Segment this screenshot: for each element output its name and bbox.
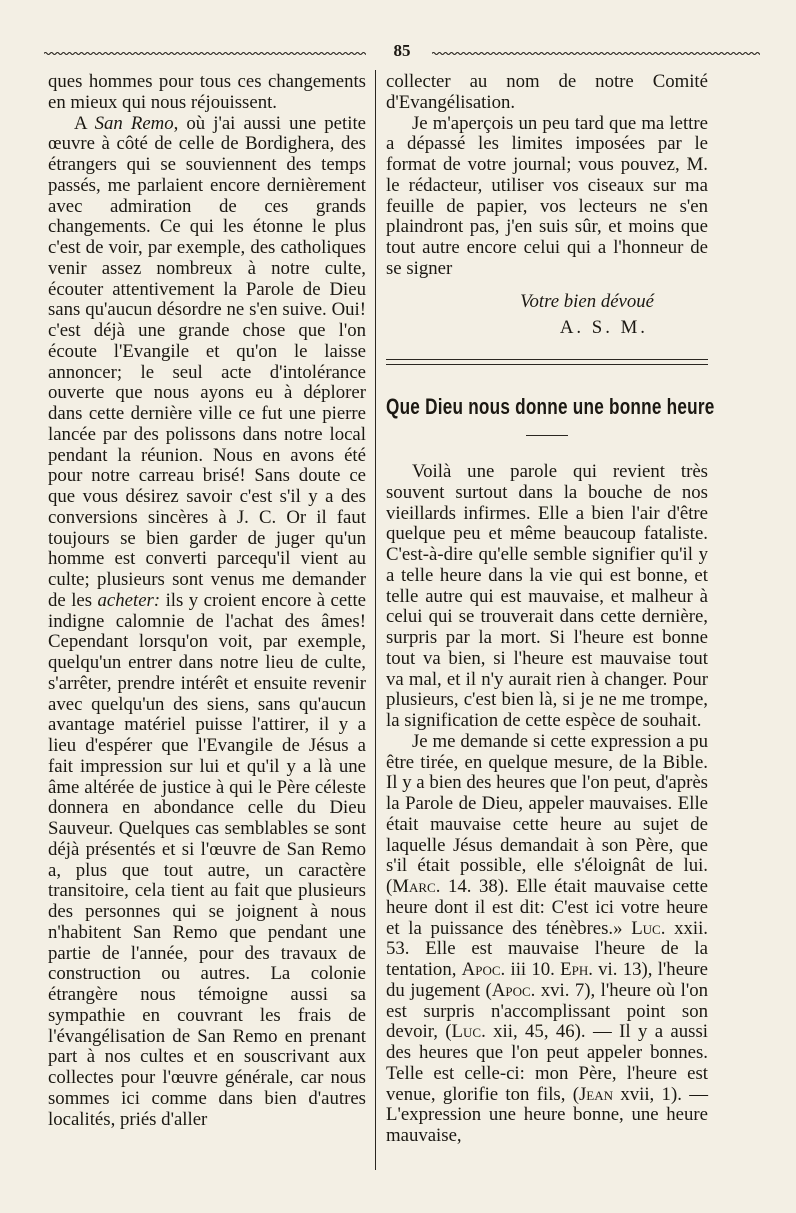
paragraph: Voilà une parole qui revient très souvent surtout dans la bouche de nos vieillards infirmes. Elle a bien l'air d'être quelque peu et même beaucoup fataliste. C'est-à-dire qu'elle semble signifier qu'il y a telle heure dans la vie qui est bonne, et telle autre qui est mauvaise, et malheur à celui qui se trouverait dans cette dernière, surpris par la mort. Si l'heure est bonne tout va bien, si l'heure est mauvaise tout va mal, et il n'y aurait rien à changer. Pour plusieurs, c'est bien là, si je ne me trompe, la signification de cette espèce de souhait. (386, 461, 708, 731)
paragraph: ques hommes pour tous ces changements en mieux qui nous réjouissent. (48, 71, 366, 113)
title-dash (526, 435, 568, 436)
page-number: 85 (393, 41, 411, 60)
letter-closing: Votre bien dévoué (520, 290, 654, 312)
paragraph: Je m'aperçois un peu tard que ma lettre a dépassé les limites imposées par le format de votre journal; vous pouvez, M. le rédacteur, utiliser vos ciseaux sur ma feuille de papier, vos lecteurs ne s'en plaindront pas, j'en suis sûr, et moins que tout autre encore celui qui a l'honneur de se signer (386, 112, 708, 279)
wavy-rule-right (432, 51, 760, 56)
paragraph: collecter au nom de notre Comité d'Evangélisation. (386, 71, 708, 113)
letter-signature: A. S. M. (559, 317, 648, 339)
section-divider (386, 359, 708, 365)
column-divider (375, 70, 376, 1170)
paragraph: Je me demande si cette expression a pu être tirée, en quelque mesure, de la Bible. Il y a bien des heures que l'on peut, d'après la Parole de Dieu, appeler mauvaises. Elle était mauvaise cette heure au sujet de laquelle Jésus demandait à son Père, que s'il était possible, elle s'éloignât de lui. (Marc. 14. 38). Elle était mauvaise cette heure dont il est dit: C'est ici votre heure et la puissance des ténèbres.» Luc. xxii. 53. Elle est mauvaise l'heure de la tentation, Apoc. iii 10. Eph. vi. 13), l'heure du jugement (Apoc. xvi. 7), l'heure où l'on est surpris n'accomplissant point son devoir, (Luc. xii, 45, 46). — Il y a aussi des heures que l'on peut appeler bonnes. Telle est celle-ci: mon Père, l'heure est venue, glorifie ton fils, (Jean xvii, 1). — L'expression une heure bonne, une heure mauvaise, (386, 730, 709, 1146)
page-header (44, 40, 760, 66)
right-column (386, 71, 715, 1147)
paragraph: A San Remo, où j'ai aussi une petite œuvre à côté de celle de Bordighera, des étrangers qui se souviennent des temps passés, me parlaient encore dernièrement avec admiration de ces grands changements. Ce qui les étonne le plus c'est de voir, par exemple, des catholiques venir assez nombreux à notre culte, écouter attentivement la Parole de Dieu sans qu'aucun désordre ne s'en suive. Oui! c'est déjà une grande chose que l'on écoute l'Evangile et qu'on le laisse annoncer; le seul acte d'intolérance ouverte que nous ayons eu à déplorer dans cette dernière ville ce fut une pierre lancée par des polissons dans notre local pendant la réunion. Nous en avons été pour notre carreau brisé! Sans doute ce que vous désirez savoir c'est s'il y a des conversions sincères à J. C. Or il faut toujours se bien garder de juger qu'un homme est converti parcequ'il vient au culte; plusieurs sont venus me demander de les acheter: ils y croient encore à cette indigne calomnie de l'achat des âmes! Cependant lorsqu'on voit, par exemple, quelqu'un entrer dans notre lieu de culte, s'arrêter, prendre intérêt et ensuite revenir avec quelqu'un des siens, sans qu'aucun avantage matériel puisse l'attirer, il y a lieu d'espérer que l'Evangile de Jésus a fait impression sur lui et qu'il y a là une âme altérée de justice à qui le Père céleste donnera en abondance celle du Dieu Sauveur. Quelques cas semblables se sont déjà présentés et si l'œuvre de San Remo a, plus que tout autre, un caractère transitoire, cela tient au fait que plusieurs des personnes qui se joignent à nous n'habitent San Remo que pendant une partie de l'année, pour des travaux de construction ou autres. La colonie étrangère nous témoigne aussi sa sympathie en couvrant les frais de l'évangélisation de San Remo en prenant part à nos cultes et en souscrivant aux collectes pour l'œuvre générale, car nous sommes ici comme dans bien d'autres localités, priés d'aller (48, 112, 367, 1130)
article-title: Que Dieu nous donne une bonne heure (386, 394, 715, 419)
left-column (48, 72, 366, 1130)
